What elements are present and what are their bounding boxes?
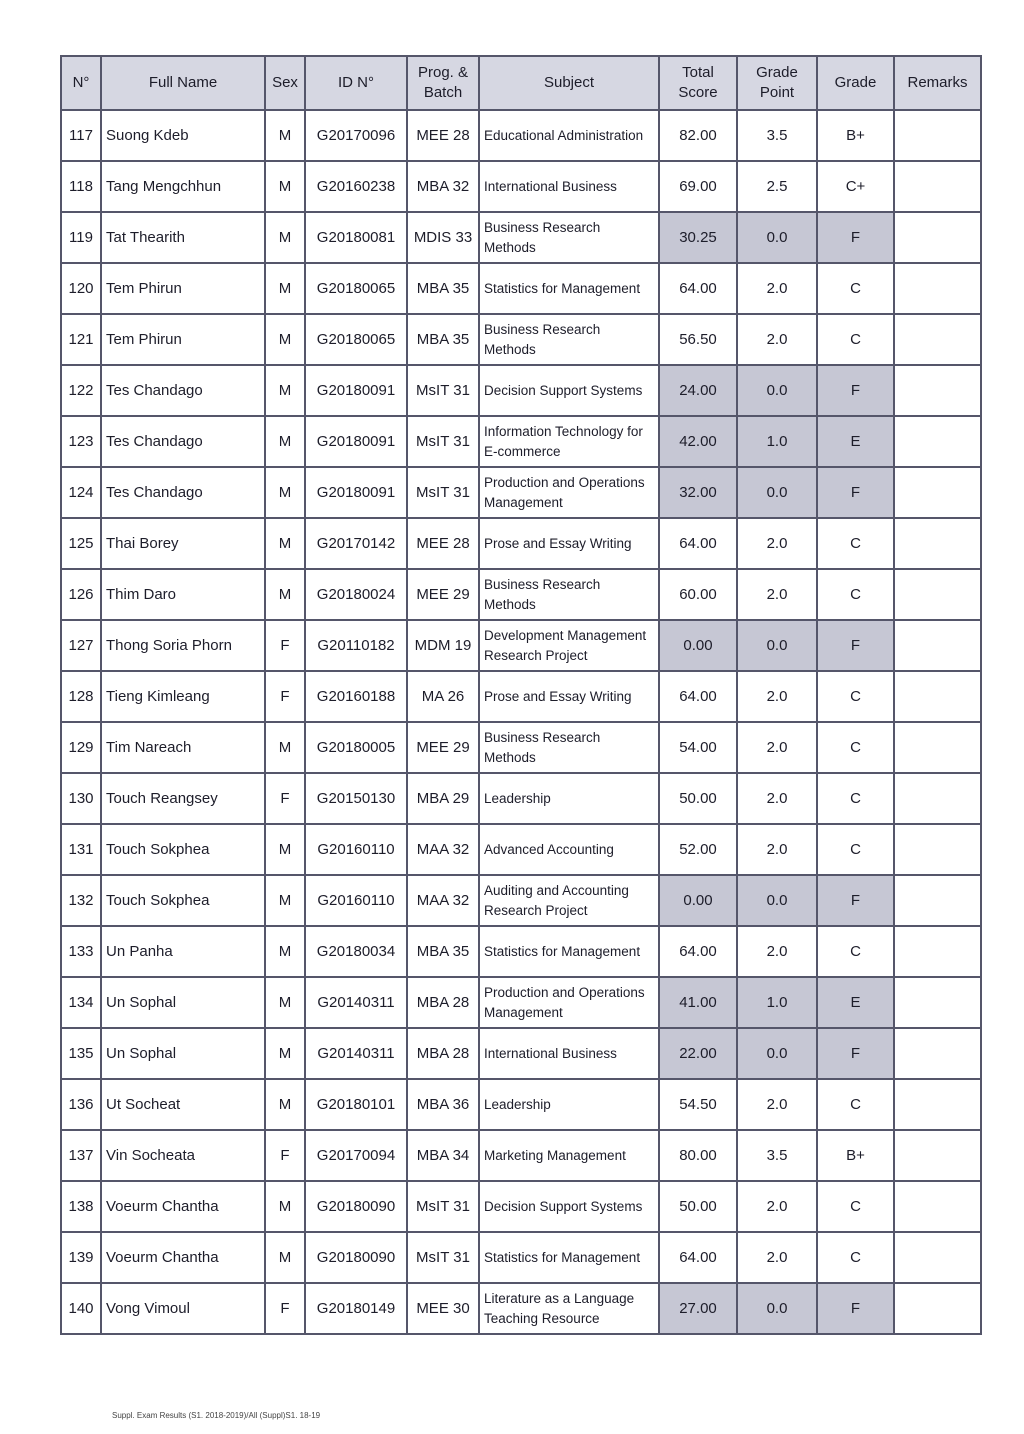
cell-subject: International Business — [479, 161, 659, 212]
cell-prog-batch: MEE 29 — [407, 722, 479, 773]
cell-grade: C — [817, 1079, 894, 1130]
cell-full-name: Tem Phirun — [101, 314, 265, 365]
cell-remarks — [894, 671, 981, 722]
header-remarks: Remarks — [894, 56, 981, 110]
cell-grade: F — [817, 620, 894, 671]
cell-id-no: G20180091 — [305, 416, 407, 467]
cell-remarks — [894, 161, 981, 212]
cell-sex: M — [265, 824, 305, 875]
cell-grade: B+ — [817, 1130, 894, 1181]
footer-path: Suppl. Exam Results (S1. 2018-2019)/All (Suppl)S1. 18-19 — [112, 1411, 321, 1420]
cell-prog-batch: MBA 28 — [407, 977, 479, 1028]
cell-sex: M — [265, 263, 305, 314]
cell-no: 123 — [61, 416, 101, 467]
cell-subject: Literature as a Language Teaching Resource — [479, 1283, 659, 1334]
cell-full-name: Tat Thearith — [101, 212, 265, 263]
cell-prog-batch: MBA 35 — [407, 263, 479, 314]
cell-grade-point: 2.0 — [737, 569, 817, 620]
cell-total-score: 54.00 — [659, 722, 737, 773]
cell-prog-batch: MBA 28 — [407, 1028, 479, 1079]
table-row — [61, 416, 981, 467]
cell-grade: F — [817, 212, 894, 263]
cell-total-score: 64.00 — [659, 671, 737, 722]
cell-remarks — [894, 1232, 981, 1283]
cell-sex: M — [265, 314, 305, 365]
cell-total-score: 82.00 — [659, 110, 737, 161]
cell-prog-batch: MEE 28 — [407, 518, 479, 569]
cell-subject: Prose and Essay Writing — [479, 518, 659, 569]
header-grade: Grade — [817, 56, 894, 110]
cell-prog-batch: MsIT 31 — [407, 416, 479, 467]
cell-subject: Educational Administration — [479, 110, 659, 161]
cell-prog-batch: MsIT 31 — [407, 1181, 479, 1232]
cell-total-score: 30.25 — [659, 212, 737, 263]
cell-no: 138 — [61, 1181, 101, 1232]
cell-remarks — [894, 1028, 981, 1079]
cell-remarks — [894, 1079, 981, 1130]
cell-grade: E — [817, 977, 894, 1028]
cell-id-no: G20180005 — [305, 722, 407, 773]
cell-id-no: G20180081 — [305, 212, 407, 263]
table-body — [61, 110, 981, 1334]
table-row — [61, 569, 981, 620]
cell-remarks — [894, 263, 981, 314]
cell-remarks — [894, 416, 981, 467]
cell-sex: M — [265, 518, 305, 569]
cell-grade-point: 0.0 — [737, 212, 817, 263]
cell-subject: Development Management Research Project — [479, 620, 659, 671]
cell-grade: C — [817, 926, 894, 977]
cell-remarks — [894, 212, 981, 263]
cell-no: 117 — [61, 110, 101, 161]
cell-grade: C — [817, 722, 894, 773]
cell-grade-point: 0.0 — [737, 1028, 817, 1079]
cell-remarks — [894, 365, 981, 416]
cell-id-no: G20170096 — [305, 110, 407, 161]
cell-no: 134 — [61, 977, 101, 1028]
cell-grade: F — [817, 1028, 894, 1079]
cell-no: 128 — [61, 671, 101, 722]
cell-prog-batch: MDM 19 — [407, 620, 479, 671]
cell-total-score: 64.00 — [659, 518, 737, 569]
cell-grade: F — [817, 365, 894, 416]
cell-total-score: 54.50 — [659, 1079, 737, 1130]
cell-grade-point: 2.0 — [737, 1232, 817, 1283]
cell-no: 120 — [61, 263, 101, 314]
cell-sex: M — [265, 569, 305, 620]
cell-subject: International Business — [479, 1028, 659, 1079]
header-subject: Subject — [479, 56, 659, 110]
cell-sex: M — [265, 1079, 305, 1130]
table-row — [61, 722, 981, 773]
cell-total-score: 32.00 — [659, 467, 737, 518]
cell-subject: Auditing and Accounting Research Project — [479, 875, 659, 926]
cell-remarks — [894, 620, 981, 671]
cell-subject: Statistics for Management — [479, 926, 659, 977]
cell-no: 133 — [61, 926, 101, 977]
cell-sex: F — [265, 1130, 305, 1181]
cell-full-name: Un Sophal — [101, 1028, 265, 1079]
cell-grade-point: 2.0 — [737, 671, 817, 722]
cell-full-name: Tieng Kimleang — [101, 671, 265, 722]
cell-grade: C — [817, 1232, 894, 1283]
cell-remarks — [894, 977, 981, 1028]
table-row — [61, 365, 981, 416]
cell-sex: F — [265, 671, 305, 722]
cell-grade-point: 1.0 — [737, 416, 817, 467]
cell-id-no: G20180149 — [305, 1283, 407, 1334]
cell-total-score: 64.00 — [659, 1232, 737, 1283]
cell-sex: M — [265, 467, 305, 518]
cell-no: 121 — [61, 314, 101, 365]
cell-sex: M — [265, 977, 305, 1028]
cell-grade: C — [817, 569, 894, 620]
cell-grade-point: 2.0 — [737, 926, 817, 977]
cell-total-score: 24.00 — [659, 365, 737, 416]
table-header-row — [61, 56, 981, 110]
cell-id-no: G20160110 — [305, 824, 407, 875]
cell-prog-batch: MBA 32 — [407, 161, 479, 212]
cell-grade: F — [817, 1283, 894, 1334]
cell-prog-batch: MsIT 31 — [407, 1232, 479, 1283]
cell-prog-batch: MBA 35 — [407, 926, 479, 977]
cell-no: 127 — [61, 620, 101, 671]
cell-subject: Statistics for Management — [479, 1232, 659, 1283]
cell-total-score: 60.00 — [659, 569, 737, 620]
cell-subject: Business Research Methods — [479, 722, 659, 773]
cell-grade-point: 2.0 — [737, 263, 817, 314]
table-row — [61, 671, 981, 722]
cell-grade: C — [817, 263, 894, 314]
cell-subject: Decision Support Systems — [479, 365, 659, 416]
cell-grade-point: 2.0 — [737, 1181, 817, 1232]
cell-no: 122 — [61, 365, 101, 416]
cell-prog-batch: MBA 36 — [407, 1079, 479, 1130]
cell-subject: Business Research Methods — [479, 212, 659, 263]
cell-grade-point: 2.0 — [737, 773, 817, 824]
cell-grade: C — [817, 1181, 894, 1232]
cell-sex: M — [265, 926, 305, 977]
cell-grade-point: 3.5 — [737, 1130, 817, 1181]
cell-id-no: G20160238 — [305, 161, 407, 212]
cell-id-no: G20150130 — [305, 773, 407, 824]
cell-id-no: G20180090 — [305, 1181, 407, 1232]
cell-full-name: Un Panha — [101, 926, 265, 977]
cell-remarks — [894, 1130, 981, 1181]
table-row — [61, 161, 981, 212]
cell-no: 136 — [61, 1079, 101, 1130]
cell-grade: C — [817, 773, 894, 824]
cell-prog-batch: MsIT 31 — [407, 467, 479, 518]
cell-sex: M — [265, 722, 305, 773]
cell-prog-batch: MBA 29 — [407, 773, 479, 824]
cell-id-no: G20140311 — [305, 1028, 407, 1079]
table-row — [61, 620, 981, 671]
header-sex: Sex — [265, 56, 305, 110]
cell-remarks — [894, 1181, 981, 1232]
cell-total-score: 41.00 — [659, 977, 737, 1028]
cell-grade-point: 0.0 — [737, 365, 817, 416]
cell-no: 125 — [61, 518, 101, 569]
cell-id-no: G20160110 — [305, 875, 407, 926]
cell-id-no: G20180101 — [305, 1079, 407, 1130]
cell-total-score: 50.00 — [659, 773, 737, 824]
cell-sex: F — [265, 773, 305, 824]
cell-total-score: 27.00 — [659, 1283, 737, 1334]
cell-prog-batch: MAA 32 — [407, 875, 479, 926]
cell-full-name: Vin Socheata — [101, 1130, 265, 1181]
cell-subject: Prose and Essay Writing — [479, 671, 659, 722]
cell-remarks — [894, 518, 981, 569]
cell-prog-batch: MAA 32 — [407, 824, 479, 875]
cell-id-no: G20170142 — [305, 518, 407, 569]
cell-id-no: G20180024 — [305, 569, 407, 620]
cell-remarks — [894, 314, 981, 365]
cell-id-no: G20180065 — [305, 263, 407, 314]
cell-no: 119 — [61, 212, 101, 263]
cell-prog-batch: MDIS 33 — [407, 212, 479, 263]
cell-total-score: 69.00 — [659, 161, 737, 212]
cell-full-name: Thim Daro — [101, 569, 265, 620]
table-row — [61, 1079, 981, 1130]
table-row — [61, 824, 981, 875]
cell-total-score: 50.00 — [659, 1181, 737, 1232]
cell-full-name: Touch Sokphea — [101, 824, 265, 875]
cell-full-name: Tang Mengchhun — [101, 161, 265, 212]
cell-remarks — [894, 824, 981, 875]
cell-sex: M — [265, 1232, 305, 1283]
cell-id-no: G20180034 — [305, 926, 407, 977]
cell-no: 139 — [61, 1232, 101, 1283]
cell-sex: F — [265, 620, 305, 671]
cell-subject: Leadership — [479, 773, 659, 824]
cell-grade: E — [817, 416, 894, 467]
cell-full-name: Tes Chandago — [101, 365, 265, 416]
cell-grade: B+ — [817, 110, 894, 161]
cell-sex: M — [265, 875, 305, 926]
cell-total-score: 42.00 — [659, 416, 737, 467]
cell-full-name: Tem Phirun — [101, 263, 265, 314]
cell-remarks — [894, 875, 981, 926]
cell-remarks — [894, 722, 981, 773]
header-total-score: Total Score — [659, 56, 737, 110]
cell-grade-point: 2.0 — [737, 1079, 817, 1130]
cell-grade: C — [817, 824, 894, 875]
cell-no: 135 — [61, 1028, 101, 1079]
cell-remarks — [894, 1283, 981, 1334]
cell-total-score: 64.00 — [659, 926, 737, 977]
exam-results-table — [60, 55, 982, 1335]
cell-full-name: Un Sophal — [101, 977, 265, 1028]
table-row — [61, 467, 981, 518]
cell-grade: F — [817, 467, 894, 518]
table-row — [61, 875, 981, 926]
cell-total-score: 80.00 — [659, 1130, 737, 1181]
table-row — [61, 518, 981, 569]
cell-subject: Decision Support Systems — [479, 1181, 659, 1232]
table-row — [61, 1232, 981, 1283]
cell-remarks — [894, 773, 981, 824]
cell-no: 118 — [61, 161, 101, 212]
table-row — [61, 212, 981, 263]
cell-grade-point: 2.5 — [737, 161, 817, 212]
cell-full-name: Thai Borey — [101, 518, 265, 569]
cell-id-no: G20140311 — [305, 977, 407, 1028]
cell-grade-point: 1.0 — [737, 977, 817, 1028]
cell-grade-point: 0.0 — [737, 875, 817, 926]
cell-full-name: Voeurm Chantha — [101, 1232, 265, 1283]
cell-sex: M — [265, 110, 305, 161]
header-id-no: ID N° — [305, 56, 407, 110]
table-row — [61, 110, 981, 161]
cell-grade-point: 0.0 — [737, 1283, 817, 1334]
cell-sex: M — [265, 161, 305, 212]
cell-id-no: G20170094 — [305, 1130, 407, 1181]
cell-no: 131 — [61, 824, 101, 875]
cell-prog-batch: MEE 28 — [407, 110, 479, 161]
cell-prog-batch: MEE 29 — [407, 569, 479, 620]
cell-grade: C+ — [817, 161, 894, 212]
table-row — [61, 773, 981, 824]
cell-id-no: G20180091 — [305, 467, 407, 518]
cell-subject: Production and Operations Management — [479, 977, 659, 1028]
cell-full-name: Tim Nareach — [101, 722, 265, 773]
cell-prog-batch: MsIT 31 — [407, 365, 479, 416]
cell-remarks — [894, 569, 981, 620]
cell-no: 124 — [61, 467, 101, 518]
cell-full-name: Vong Vimoul — [101, 1283, 265, 1334]
table-row — [61, 1028, 981, 1079]
table-row — [61, 1181, 981, 1232]
cell-subject: Advanced Accounting — [479, 824, 659, 875]
cell-subject: Information Technology for E-commerce — [479, 416, 659, 467]
header-full-name: Full Name — [101, 56, 265, 110]
header-no: N° — [61, 56, 101, 110]
cell-remarks — [894, 467, 981, 518]
cell-no: 126 — [61, 569, 101, 620]
table-row — [61, 1283, 981, 1334]
cell-grade: F — [817, 875, 894, 926]
cell-id-no: G20180091 — [305, 365, 407, 416]
cell-sex: M — [265, 1181, 305, 1232]
cell-remarks — [894, 926, 981, 977]
table-row — [61, 314, 981, 365]
cell-sex: M — [265, 416, 305, 467]
cell-prog-batch: MBA 35 — [407, 314, 479, 365]
cell-total-score: 0.00 — [659, 875, 737, 926]
cell-grade-point: 0.0 — [737, 467, 817, 518]
cell-grade: C — [817, 518, 894, 569]
table-row — [61, 977, 981, 1028]
cell-no: 130 — [61, 773, 101, 824]
cell-prog-batch: MEE 30 — [407, 1283, 479, 1334]
cell-subject: Production and Operations Management — [479, 467, 659, 518]
cell-full-name: Tes Chandago — [101, 416, 265, 467]
cell-grade-point: 2.0 — [737, 722, 817, 773]
cell-no: 140 — [61, 1283, 101, 1334]
table-row — [61, 1130, 981, 1181]
cell-sex: F — [265, 1283, 305, 1334]
cell-grade-point: 0.0 — [737, 620, 817, 671]
cell-grade: C — [817, 671, 894, 722]
cell-no: 129 — [61, 722, 101, 773]
cell-total-score: 0.00 — [659, 620, 737, 671]
cell-full-name: Touch Reangsey — [101, 773, 265, 824]
cell-total-score: 22.00 — [659, 1028, 737, 1079]
header-prog-batch: Prog. & Batch — [407, 56, 479, 110]
cell-total-score: 52.00 — [659, 824, 737, 875]
cell-full-name: Ut Socheat — [101, 1079, 265, 1130]
cell-subject: Business Research Methods — [479, 569, 659, 620]
cell-id-no: G20180065 — [305, 314, 407, 365]
cell-grade-point: 2.0 — [737, 824, 817, 875]
cell-id-no: G20180090 — [305, 1232, 407, 1283]
cell-no: 132 — [61, 875, 101, 926]
cell-subject: Statistics for Management — [479, 263, 659, 314]
cell-subject: Marketing Management — [479, 1130, 659, 1181]
cell-id-no: G20110182 — [305, 620, 407, 671]
table-row — [61, 926, 981, 977]
cell-sex: M — [265, 212, 305, 263]
cell-prog-batch: MBA 34 — [407, 1130, 479, 1181]
cell-grade-point: 3.5 — [737, 110, 817, 161]
cell-subject: Leadership — [479, 1079, 659, 1130]
cell-full-name: Tes Chandago — [101, 467, 265, 518]
cell-grade-point: 2.0 — [737, 518, 817, 569]
cell-full-name: Thong Soria Phorn — [101, 620, 265, 671]
cell-id-no: G20160188 — [305, 671, 407, 722]
cell-sex: M — [265, 1028, 305, 1079]
cell-total-score: 64.00 — [659, 263, 737, 314]
cell-subject: Business Research Methods — [479, 314, 659, 365]
cell-full-name: Suong Kdeb — [101, 110, 265, 161]
header-grade-point: Grade Point — [737, 56, 817, 110]
cell-no: 137 — [61, 1130, 101, 1181]
cell-sex: M — [265, 365, 305, 416]
table-row — [61, 263, 981, 314]
cell-remarks — [894, 110, 981, 161]
cell-grade-point: 2.0 — [737, 314, 817, 365]
cell-prog-batch: MA 26 — [407, 671, 479, 722]
cell-full-name: Voeurm Chantha — [101, 1181, 265, 1232]
cell-total-score: 56.50 — [659, 314, 737, 365]
cell-full-name: Touch Sokphea — [101, 875, 265, 926]
cell-grade: C — [817, 314, 894, 365]
